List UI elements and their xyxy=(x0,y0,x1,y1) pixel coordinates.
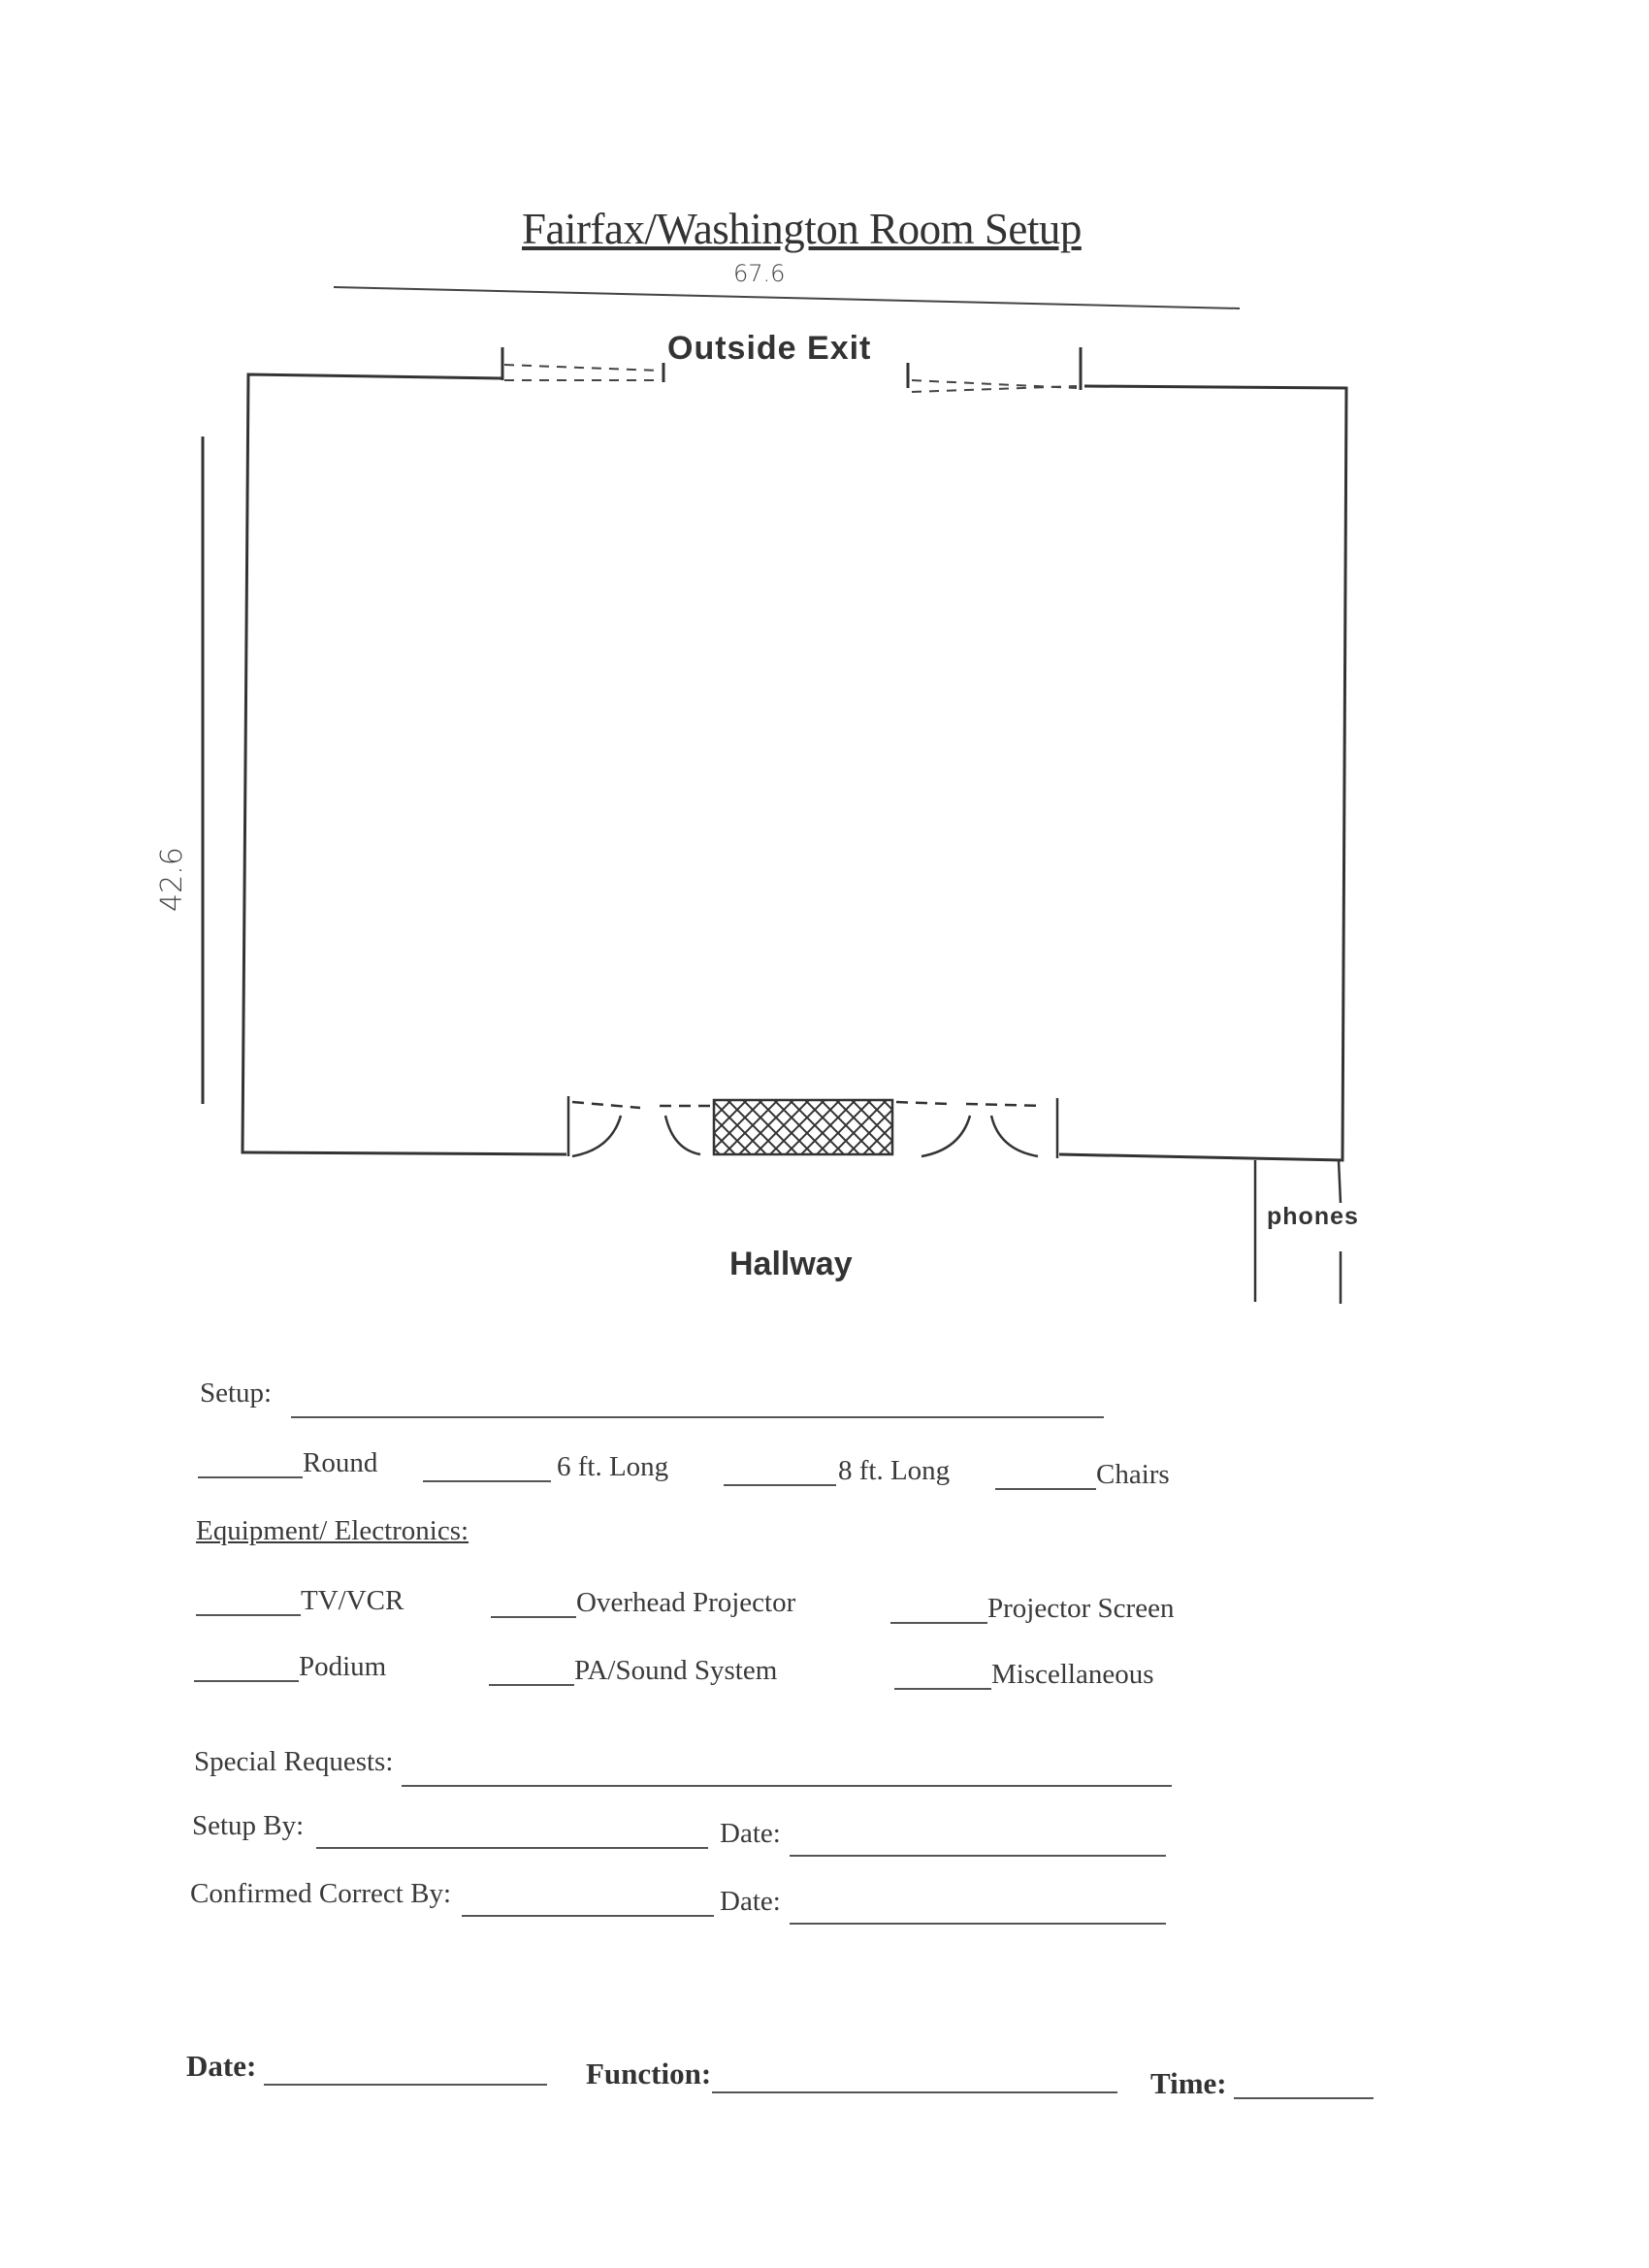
setup-by-label: Setup By: xyxy=(192,1810,305,1841)
special-requests-field[interactable] xyxy=(402,1785,1172,1787)
confirmed-by-label: Confirmed Correct By: xyxy=(190,1878,452,1909)
footer-time-field[interactable] xyxy=(1234,2097,1374,2099)
page-title: Fairfax/Washington Room Setup xyxy=(522,205,1082,253)
setup-field[interactable] xyxy=(291,1416,1104,1418)
round-qty-field[interactable] xyxy=(198,1476,303,1478)
confirmed-by-field[interactable] xyxy=(462,1915,714,1917)
outside-exit-label: Outside Exit xyxy=(667,330,872,367)
chairs-qty-field[interactable] xyxy=(995,1488,1096,1490)
tv-vcr-qty-field[interactable] xyxy=(196,1614,301,1616)
setup-date-label: Date: xyxy=(720,1818,781,1849)
footer-time-label: Time: xyxy=(1150,2066,1227,2100)
pa-sound-system-label: PA/Sound System xyxy=(574,1655,778,1686)
pa-sound-qty-field[interactable] xyxy=(489,1684,574,1686)
projector-screen-label: Projector Screen xyxy=(987,1593,1175,1624)
footer-date-field[interactable] xyxy=(264,2084,547,2086)
footer-date-label: Date: xyxy=(186,2049,257,2083)
chairs-label: Chairs xyxy=(1096,1459,1170,1490)
setup-date-field[interactable] xyxy=(790,1855,1166,1857)
setup-by-field[interactable] xyxy=(316,1847,708,1849)
hallway-label: Hallway xyxy=(729,1246,853,1282)
room-walls xyxy=(242,347,1346,1160)
special-requests-label: Special Requests: xyxy=(194,1746,394,1777)
round-label: Round xyxy=(303,1447,378,1478)
miscellaneous-qty-field[interactable] xyxy=(894,1688,991,1690)
overhead-projector-qty-field[interactable] xyxy=(491,1616,576,1618)
title-rule xyxy=(334,287,1240,308)
phones-alcove xyxy=(1255,1160,1341,1304)
six-ft-long-label: 6 ft. Long xyxy=(557,1451,669,1482)
confirmed-date-label: Date: xyxy=(720,1886,781,1917)
podium-label: Podium xyxy=(299,1651,387,1682)
overhead-projector-label: Overhead Projector xyxy=(576,1587,796,1618)
footer-function-label: Function: xyxy=(586,2057,712,2090)
eight-ft-qty-field[interactable] xyxy=(724,1484,836,1486)
eight-ft-long-label: 8 ft. Long xyxy=(838,1455,951,1486)
tv-vcr-label: TV/VCR xyxy=(301,1585,404,1616)
podium-qty-field[interactable] xyxy=(194,1680,299,1682)
equipment-heading: Equipment/ Electronics: xyxy=(196,1515,469,1546)
hatched-wall-section xyxy=(714,1100,892,1154)
miscellaneous-label: Miscellaneous xyxy=(991,1659,1154,1690)
phones-label: phones xyxy=(1267,1203,1359,1230)
projector-screen-qty-field[interactable] xyxy=(890,1622,987,1624)
room-width-dimension: 67.6 xyxy=(733,260,786,287)
outside-exit-doors xyxy=(504,365,1077,392)
room-length-dimension: 42.6 xyxy=(155,847,189,912)
six-ft-qty-field[interactable] xyxy=(423,1480,551,1482)
footer-function-field[interactable] xyxy=(712,2091,1117,2093)
confirmed-date-field[interactable] xyxy=(790,1923,1166,1925)
setup-label: Setup: xyxy=(200,1377,273,1409)
